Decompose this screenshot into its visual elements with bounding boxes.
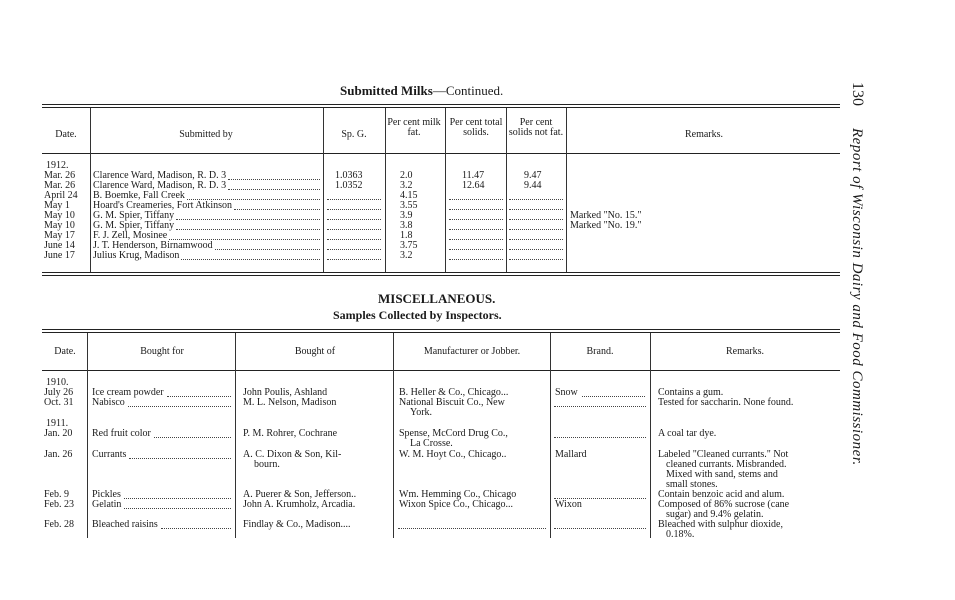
misc-bought-for: Gelatin xyxy=(92,499,122,510)
milks-header-submitted-by: Submitted by xyxy=(179,129,233,140)
milk-date: June 14 xyxy=(44,240,75,251)
milk-submitted-by: Hoard's Creameries, Fort Atkinson xyxy=(93,200,233,211)
misc-bought-of: M. L. Nelson, Madison xyxy=(243,397,337,408)
misc-rule-top xyxy=(42,329,840,330)
misc-manufacturer: Spense, McCord Drug Co., xyxy=(399,428,508,439)
misc-remarks: small stones. xyxy=(666,479,718,490)
milk-spg: 1.0352 xyxy=(335,180,363,191)
misc-col-line xyxy=(87,333,88,538)
milk-date: June 17 xyxy=(44,250,75,261)
milk-solids: 12.64 xyxy=(462,180,485,191)
misc-bought-of: bourn. xyxy=(254,459,280,470)
leader-dots xyxy=(167,396,231,397)
leader-dots xyxy=(449,209,503,210)
leader-dots xyxy=(449,199,503,200)
milks-year: 1912. xyxy=(46,160,69,171)
milk-date: May 10 xyxy=(44,210,75,221)
page-number: 130 xyxy=(849,82,866,106)
leader-dots xyxy=(181,259,320,260)
leader-dots xyxy=(327,259,381,260)
rule-top xyxy=(42,104,840,105)
milk-fat: 1.8 xyxy=(400,230,413,241)
leader-dots xyxy=(327,249,381,250)
milks-col-line xyxy=(445,108,446,272)
leader-dots xyxy=(124,498,231,499)
leader-dots xyxy=(554,528,646,529)
misc-remarks: Tested for saccharin. None found. xyxy=(658,397,794,408)
misc-header-date: Date. xyxy=(54,346,76,357)
misc-rule-top-2 xyxy=(42,332,840,333)
misc-manufacturer: Wm. Hemming Co., Chicago xyxy=(399,489,517,500)
misc-date: Feb. 28 xyxy=(44,519,74,530)
misc-subtitle: Samples Collected by Inspectors. xyxy=(333,308,502,322)
leader-dots xyxy=(449,229,503,230)
leader-dots xyxy=(327,209,381,210)
misc-bought-of: John A. Krumholz, Arcadia. xyxy=(243,499,356,510)
milk-submitted-by: Julius Krug, Madison xyxy=(93,250,180,261)
leader-dots xyxy=(327,229,381,230)
leader-dots xyxy=(327,199,381,200)
milk-date: Mar. 26 xyxy=(44,170,76,181)
milk-solids: 11.47 xyxy=(462,170,485,181)
leader-dots xyxy=(327,219,381,220)
leader-dots xyxy=(234,209,320,210)
misc-remarks: cleaned currants. Misbranded. xyxy=(666,459,787,470)
misc-remarks: Composed of 86% sucrose (cane xyxy=(658,499,790,510)
misc-date: Oct. 31 xyxy=(44,397,74,408)
milks-header-rule xyxy=(42,153,840,154)
milk-date: May 17 xyxy=(44,230,75,241)
milk-fat: 3.2 xyxy=(400,250,413,261)
misc-remarks: Contains a gum. xyxy=(658,387,724,398)
misc-bought-for: Ice cream powder xyxy=(92,387,164,398)
misc-remarks: Bleached with sulphur dioxide, xyxy=(658,519,783,530)
leader-dots xyxy=(509,239,563,240)
misc-remarks: sugar) and 9.4% gelatin. xyxy=(666,509,764,520)
milk-remarks: Marked "No. 19." xyxy=(570,220,642,231)
misc-brand: Wixon xyxy=(555,499,582,510)
misc-bought-for: Currants xyxy=(92,449,127,460)
milk-date: Mar. 26 xyxy=(44,180,76,191)
misc-remarks: 0.18%. xyxy=(666,529,695,540)
milks-header-spg: Sp. G. xyxy=(341,129,367,140)
milks-header-solids: Per cent total solids. xyxy=(449,117,503,138)
misc-bought-of: John Poulis, Ashland xyxy=(243,387,328,398)
misc-manufacturer: La Crosse. xyxy=(410,438,453,449)
leader-dots xyxy=(509,259,563,260)
misc-bought-of: Findlay & Co., Madison.... xyxy=(243,519,351,530)
misc-remarks: Mixed with sand, stems and xyxy=(666,469,778,480)
milks-col-line xyxy=(566,108,567,272)
milk-submitted-by: G. M. Spier, Tiffany xyxy=(93,220,175,231)
milk-fat: 3.75 xyxy=(400,240,418,251)
milks-title-rest: —Continued. xyxy=(432,83,504,98)
misc-bought-of: A. C. Dixon & Son, Kil- xyxy=(243,449,342,460)
leader-dots xyxy=(449,249,503,250)
leader-dots xyxy=(327,239,381,240)
milks-header-remarks: Remarks. xyxy=(684,129,724,140)
leader-dots xyxy=(129,458,231,459)
leader-dots xyxy=(154,437,231,438)
misc-date: July 26 xyxy=(44,387,74,398)
leader-dots xyxy=(509,209,563,210)
leader-dots xyxy=(509,249,563,250)
misc-remarks: Labeled "Cleaned currants." Not xyxy=(658,449,789,460)
milk-submitted-by: J. T. Henderson, Birnamwood xyxy=(93,240,213,251)
milk-fat: 3.2 xyxy=(400,180,413,191)
milks-header-date: Date. xyxy=(55,129,77,140)
milks-col-line xyxy=(323,108,324,272)
misc-manufacturer: W. M. Hoyt Co., Chicago.. xyxy=(399,449,507,460)
misc-date: Jan. 26 xyxy=(44,449,73,460)
leader-dots xyxy=(215,249,320,250)
misc-header-manufacturer: Manufacturer or Jobber. xyxy=(423,346,521,357)
misc-bought-for: Pickles xyxy=(92,489,121,500)
misc-bought-for: Bleached raisins xyxy=(92,519,158,530)
rule-mid xyxy=(42,272,840,273)
misc-col-line xyxy=(550,333,551,538)
milk-snf: 9.47 xyxy=(524,170,542,181)
leader-dots xyxy=(509,199,563,200)
milks-header-fat: Per cent milk fat. xyxy=(387,117,441,138)
leader-dots xyxy=(124,508,231,509)
leader-dots xyxy=(161,528,231,529)
misc-manufacturer: Wixon Spice Co., Chicago... xyxy=(399,499,514,510)
leader-dots xyxy=(509,219,563,220)
misc-manufacturer: York. xyxy=(410,407,433,418)
milk-submitted-by: Clarence Ward, Madison, R. D. 3 xyxy=(93,180,227,191)
rule-top-2 xyxy=(42,107,840,108)
misc-header-remarks: Remarks. xyxy=(725,346,765,357)
misc-date: Jan. 20 xyxy=(44,428,73,439)
misc-year: 1910. xyxy=(46,377,69,388)
misc-brand: Snow xyxy=(555,387,578,398)
leader-dots xyxy=(554,406,646,407)
leader-dots xyxy=(582,396,645,397)
milk-snf: 9.44 xyxy=(524,180,542,191)
milks-col-line xyxy=(90,108,91,272)
leader-dots xyxy=(449,219,503,220)
misc-date: Feb. 23 xyxy=(44,499,74,510)
misc-year: 1911. xyxy=(46,418,69,429)
misc-col-line xyxy=(650,333,651,538)
misc-bought-for: Red fruit color xyxy=(92,428,151,439)
misc-header-bought-of: Bought of xyxy=(294,346,336,357)
milks-header-snf: Per cent solids not fat. xyxy=(508,117,564,138)
leader-dots xyxy=(128,406,231,407)
milk-fat: 3.9 xyxy=(400,210,413,221)
milk-fat: 3.55 xyxy=(400,200,418,211)
milk-spg: 1.0363 xyxy=(335,170,363,181)
milk-fat: 2.0 xyxy=(400,170,413,181)
misc-bought-of: P. M. Rohrer, Cochrane xyxy=(243,428,338,439)
milk-fat: 4.15 xyxy=(400,190,418,201)
misc-bought-of: A. Puerer & Son, Jefferson.. xyxy=(243,489,357,500)
leader-dots xyxy=(509,229,563,230)
milk-submitted-by: B. Boemke, Fall Creek xyxy=(93,190,185,201)
rule-mid-2 xyxy=(42,275,840,276)
misc-title: MISCELLANEOUS. xyxy=(378,291,496,306)
running-title: Report of Wisconsin Dairy and Food Commissioner. xyxy=(849,128,865,466)
milks-col-line xyxy=(506,108,507,272)
misc-col-line xyxy=(393,333,394,538)
misc-header-bought-for: Bought for xyxy=(140,346,184,357)
leader-dots xyxy=(176,219,320,220)
milk-date: May 10 xyxy=(44,220,75,231)
leader-dots xyxy=(554,437,646,438)
milks-col-line xyxy=(385,108,386,272)
misc-manufacturer: National Biscuit Co., New xyxy=(399,397,505,408)
leader-dots xyxy=(228,189,320,190)
misc-remarks: A coal tar dye. xyxy=(658,428,717,439)
misc-bought-for: Nabisco xyxy=(92,397,125,408)
milk-date: April 24 xyxy=(44,190,78,201)
leader-dots xyxy=(176,229,320,230)
misc-col-line xyxy=(235,333,236,538)
misc-header-brand: Brand. xyxy=(586,346,614,357)
milk-submitted-by: Clarence Ward, Madison, R. D. 3 xyxy=(93,170,227,181)
leader-dots xyxy=(449,239,503,240)
misc-date: Feb. 9 xyxy=(44,489,69,500)
leader-dots xyxy=(449,259,503,260)
misc-brand: Mallard xyxy=(555,449,587,460)
milks-title-bold: Submitted Milks xyxy=(340,83,433,98)
leader-dots xyxy=(398,528,546,529)
misc-header-rule xyxy=(42,370,840,371)
misc-remarks: Contain benzoic acid and alum. xyxy=(658,489,785,500)
milk-submitted-by: G. M. Spier, Tiffany xyxy=(93,210,175,221)
milk-submitted-by: F. J. Zell, Mosinee xyxy=(93,230,168,241)
milks-title xyxy=(340,83,503,99)
leader-dots xyxy=(228,179,320,180)
milk-remarks: Marked "No. 15." xyxy=(570,210,642,221)
misc-manufacturer: B. Heller & Co., Chicago... xyxy=(399,387,509,398)
milk-date: May 1 xyxy=(44,200,70,211)
milk-fat: 3.8 xyxy=(400,220,413,231)
